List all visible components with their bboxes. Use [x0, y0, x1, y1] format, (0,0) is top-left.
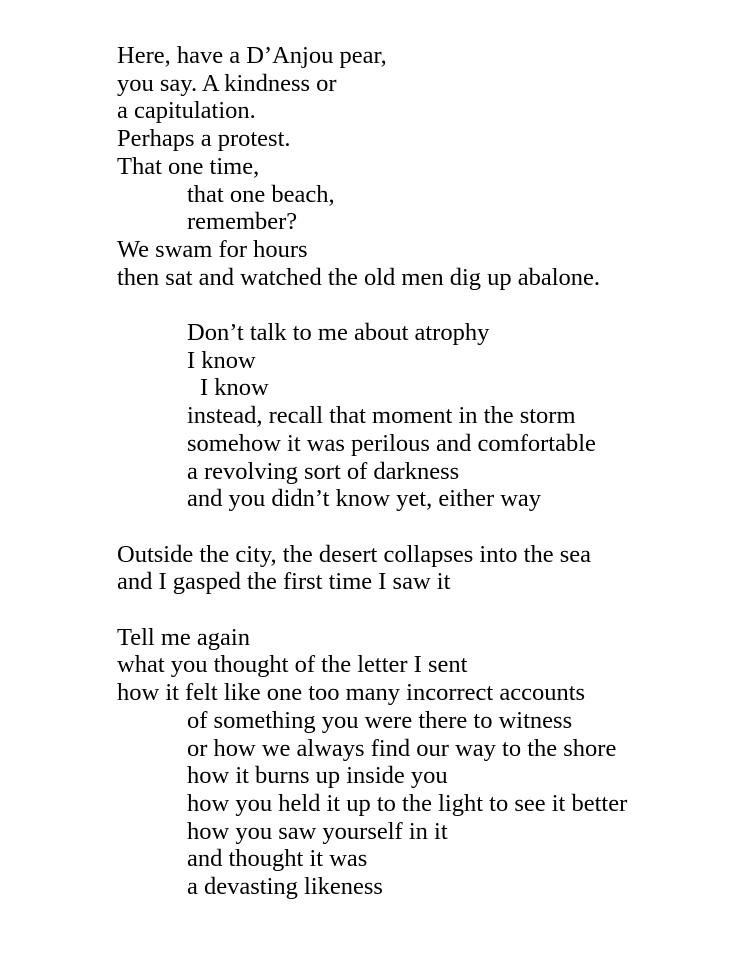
stanza — [117, 541, 718, 596]
poem-line: somehow it was perilous and comfortable — [187, 429, 596, 457]
poem-line: Outside the city, the desert collapses into the sea — [117, 540, 591, 568]
poem-line: how it felt like one too many incorrect accounts — [117, 679, 586, 707]
poem-line: what you thought of the letter I sent — [117, 651, 468, 679]
poem-line: how you saw yourself in it — [187, 817, 448, 845]
poem-line: or how we always find our way to the shore — [187, 734, 617, 762]
poem-line: I know — [187, 346, 256, 374]
poem-line: instead, recall that moment in the storm — [187, 402, 576, 430]
poem-line: how it burns up inside you — [187, 762, 448, 790]
stanza — [117, 624, 718, 901]
poem-line: I know — [200, 374, 269, 402]
poem-line: and I gasped the first time I saw it — [117, 568, 451, 596]
poem-line: We swam for hours — [117, 235, 308, 263]
poem-line: of something you were there to witness — [187, 706, 573, 734]
poem-line: a devasting likeness — [187, 873, 383, 901]
poem-line: how you held it up to the light to see it better — [187, 789, 628, 817]
stanza — [117, 319, 718, 513]
poem-line: a capitulation. — [117, 97, 256, 125]
poem-line: Here, have a D’Anjou pear, — [117, 42, 387, 69]
poem-line: remember? — [187, 208, 298, 236]
poem-line: Perhaps a protest. — [117, 125, 291, 153]
poem-line: then sat and watched the old men dig up abalone. — [117, 263, 601, 291]
stanza — [117, 42, 718, 291]
poem-line: you say. A kindness or — [117, 69, 337, 97]
poem-line: and you didn’t know yet, either way — [187, 485, 542, 513]
poem-line: Don’t talk to me about atrophy — [187, 319, 490, 347]
poem-line: and thought it was — [187, 845, 368, 873]
poem-line: a revolving sort of darkness — [187, 457, 460, 485]
poem-line: Tell me again — [117, 623, 250, 651]
poem-line: that one beach, — [187, 180, 335, 208]
poem-line: That one time, — [117, 152, 260, 180]
